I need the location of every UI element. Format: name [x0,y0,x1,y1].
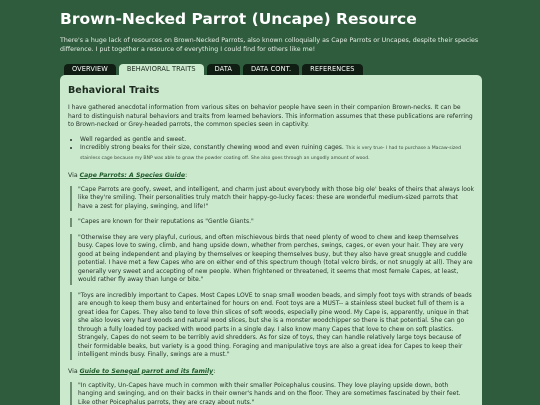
tab-references[interactable]: REFERENCES [302,64,362,75]
source-line [68,368,474,375]
quote: "Cape Parrots are goofy, sweet, and intelligent, and charm just about everybody with those big ole' beaks of theirs that always look like they're smiling. Their personalities truly match their happy-go-lucky faces: these are wonderful medium-sized parrots that have a zest for playing, swinging, and life!" [70,186,474,212]
via-prefix: Via [68,367,78,375]
intro-text: There's a huge lack of resources on Brown-Necked Parrots, also known colloquially as Cape Parrots or Uncapes, despite their species difference. I put together a resource of everything I could find for others like me! [60,37,479,53]
tab-bar [64,64,363,75]
quote: "Toys are incredibly important to Capes. Most Capes LOVE to snap small wooden beads, and simply foot toys with strands of beads are enough to keep them busy and entertained for hours on end. Foot toys are a MUST-- a stainless steel bucket full of them is a great idea for Capes. They also tend to love thin slices of soft woods, especially pine wood. My Cape is, apparently, unique in that she also loves very hard woods and natural wood slices, but she is a monster woodchipper so there is that potential. She can go through a fully loaded toy packed with wood parts in a single day. I also know many Capes that love to chew on soft plastics. Strangely, Capes do not seem to be terribly avid shredders. As for size of toys, they can handle relatively large toys because of their formidable beaks, but variety is a good thing. Foraging and manipulative toys are also a great idea for Capes to keep their intelligent minds busy. Finally, swings are a must." [70,292,474,360]
tab-behavioral-traits[interactable]: BEHAVIORAL TRAITS [119,64,204,75]
list-item [80,136,474,145]
via-suffix: : [185,171,188,179]
quote: "In captivity, Un-Capes have much in common with their smaller Poicephalus cousins. They love playing upside down, both hanging and swinging, and on their backs in their owner's hands and on the floor. They are sometimes fascinated by their feet. Like other Poicephalus parrots, they are crazy about nuts." [70,382,474,405]
content-panel [60,75,482,405]
source-link[interactable]: Guide to Senegal parrot and its family [79,367,214,375]
page-title: Brown-Necked Parrot (Uncape) Resource [60,10,417,28]
bullet-text: Incredibly strong beaks for their size, constantly chewing wood and even ruining cages. [80,144,344,152]
section-intro: I have gathered anecdotal information from various sites on behavior people have seen in their companion Brown-necks. It can be hard to distinguish natural behaviors and traits from learned behaviors. This information assumes that these publications are referring to Brown-necked or Grey-headed parrots, the common species seen in captivity. [68,104,473,129]
tab-data-cont[interactable]: DATA CONT. [243,64,299,75]
section-title: Behavioral Traits [68,85,160,96]
list-item [80,144,474,163]
via-suffix: : [213,367,216,375]
bullet-note: This is very true- I had to purchase a Macaw-sized stainless cage because my BNP was able to gnaw the powder coating off. She also goes through an ungodly amount of wood. [80,146,462,161]
bullet-text: Well regarded as gentle and sweet. [80,135,187,143]
tab-data[interactable]: DATA [207,64,240,75]
source-line [68,172,474,179]
via-prefix: Via [68,171,78,179]
quote: "Otherwise they are very playful, curious, and often mischievous birds that need plenty of wood to chew and keep themselves busy. Capes love to swing, climb, and hang upside down, whether from perches, swings, cages, or even your hair. They are very good at being independent and playing by themselves or keeping themselves busy, but they also have great snuggle and cuddle potential. I have met a few Capes who are on either end of this spectrum though (total velcro birds, or not snuggly at all). They are generally very sweet and accepting of new people. When frightened or threatened, it seems that most female Capes, at least, would rather fly away than lunge or bite." [70,234,474,285]
source-link[interactable]: Cape Parrots: A Species Guide [79,171,186,179]
tab-overview[interactable]: OVERVIEW [64,64,116,75]
trait-list [80,136,474,164]
quote: "Capes are known for their reputations as "Gentle Giants." [70,218,474,227]
